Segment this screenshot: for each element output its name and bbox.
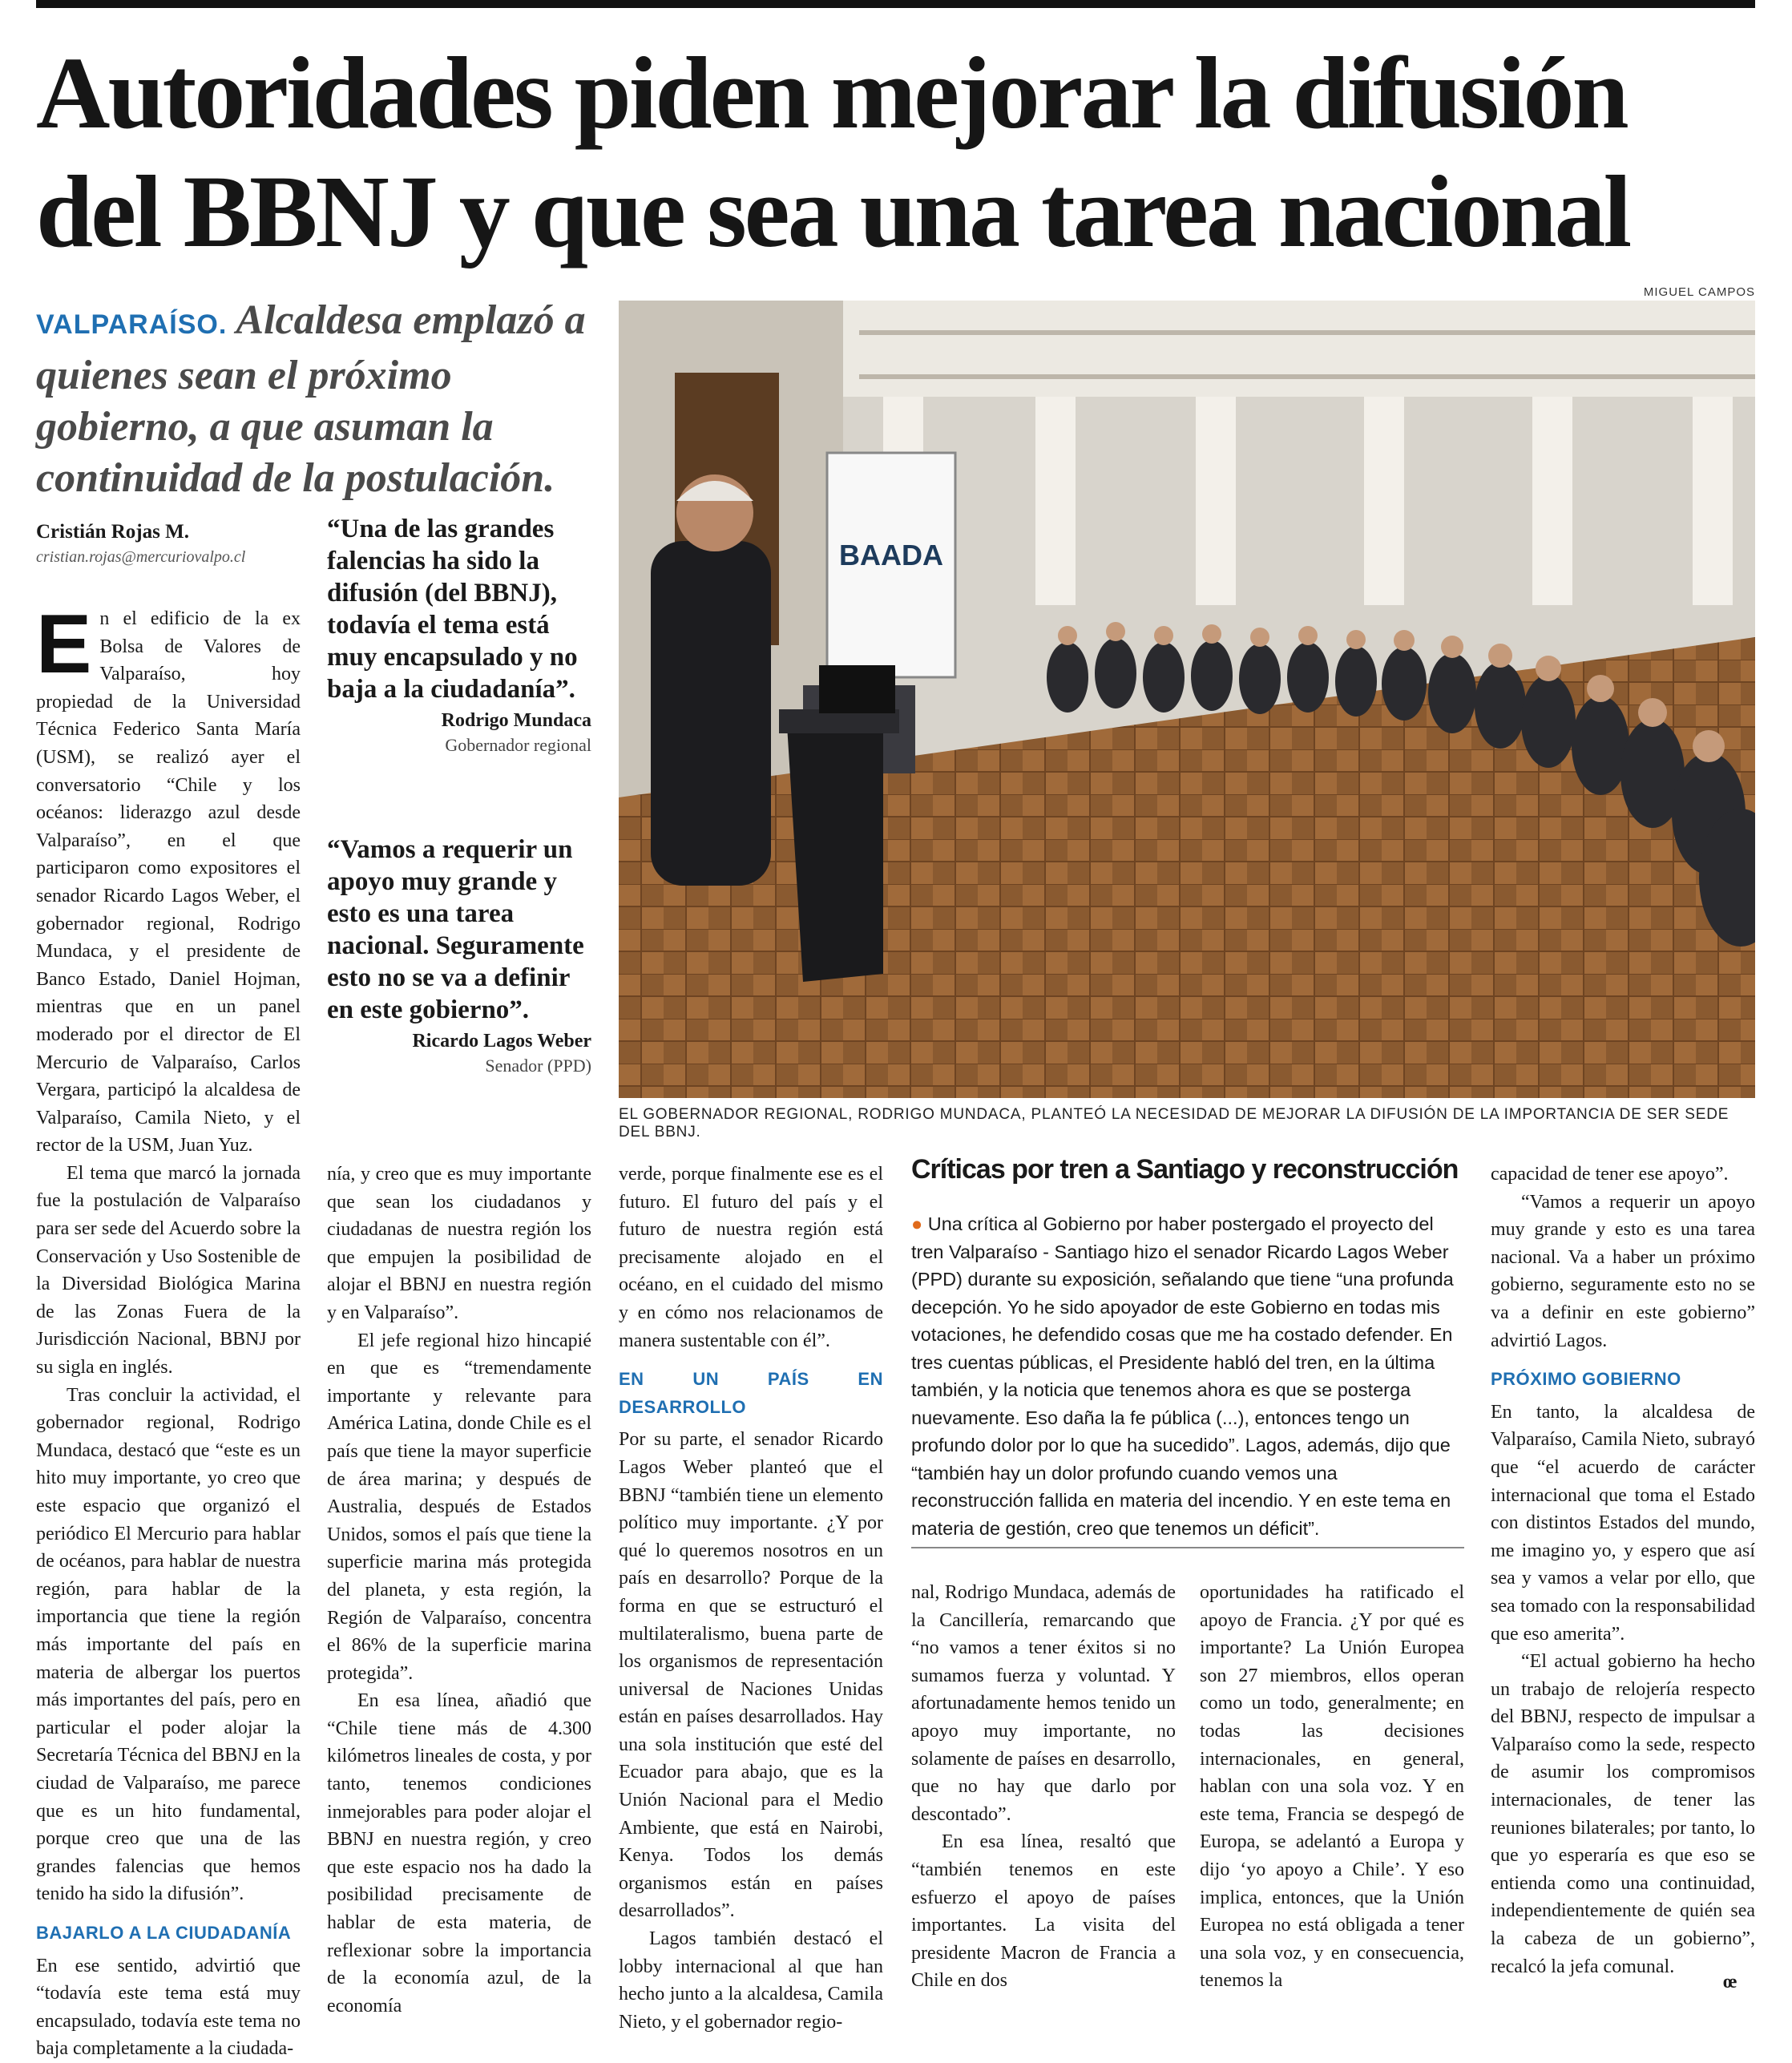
pull-quote-name: Ricardo Lagos Weber — [412, 1031, 591, 1052]
sidebox-title: Críticas por tren a Santiago y reconstrucción — [911, 1154, 1459, 1185]
paragraph: El jefe regional hizo hincapié en que es “tremendamente importante y relevante para América Latina, donde Chile es el país que tiene la mayor superficie de área marina; y después de Australia, después de Estados Unidos, somos el país que tiene la superficie marina más protegida del planeta, y esta región, la Región de Valparaíso, concentra el 86% de la superficie marina protegida”. — [327, 1330, 591, 1684]
sidebox-paragraph: Una crítica al Gobierno por haber postergado el proyecto del tren Valparaíso - Santiago hizo el senador Ricardo Lagos Weber (PPD) durante su exposición, señalando que tiene “una profunda decepción. Yo he sido apoyador de este Gobierno en todas mis votaciones, he defendido cosas que me ha costado defender. En tres cuentas públicas, el Presidente habló del tren, en la última también, y la noticia que tenemos ahora es que se posterga nuevamente. Eso daña la fe pública (...), entonces tengo un profundo dolor por lo que ha sucedido”. Lagos, además, dijo que “también hay un dolor profundo cuando vemos una reconstrucción fallida en materia del incendio. Y en este tema en materia de gestión, creo que tenemos un déficit”. — [911, 1213, 1454, 1539]
article-column-2 — [327, 1161, 591, 2020]
paragraph: En esa línea, añadió que “Chile tiene más de 4.300 kilómetros lineales de costa, y por tanto, tenemos condiciones inmejorables para poder alojar el BBNJ en nuestra región, y creo que este espacio nos ha dado la posibilidad precisamente de hablar de esta materia, de reflexionar sobre la importancia de la economía azul, de la economía — [327, 1690, 591, 2017]
author-name: Cristián Rojas M. — [36, 521, 189, 543]
podium — [787, 717, 883, 982]
article-column-5 — [1200, 1579, 1464, 1995]
sidebox-text — [911, 1210, 1464, 1542]
paragraph: nal, Rodrigo Mundaca, además de la Cancillería, remarcando que “no vamos a tener éxitos si no sumamos fuerza y voluntad. Y afortunadamente hemos tenido un apoyo muy importante, no solamente de países en desarrollo, que no hay que darlo por descontado”. — [911, 1582, 1176, 1825]
event-photo-illustration — [619, 301, 1755, 1098]
article-column-1 — [36, 598, 301, 2063]
paragraph: verde, porque finalmente ese es el futuro. El futuro del país y el futuro de nuestra región está precisamente alojado en el océano, en el cuidado del mismo y en cómo nos relacionamos de manera sustentable con él”. — [619, 1164, 883, 1351]
pull-quote-text: “Una de las grandes falencias ha sido la difusión (del BBNJ), todavía el tema está muy encapsulado y no baja a la ciudadanía”. — [327, 515, 578, 704]
photo-caption: EL GOBERNADOR REGIONAL, RODRIGO MUNDACA, PLANTEÓ LA NECESIDAD DE MEJORAR LA DIFUSIÓN DE LA IMPORTANCIA DE SER SEDE DEL BBNJ. — [619, 1106, 1729, 1141]
divider — [911, 1547, 1464, 1548]
pull-quote-1 — [327, 513, 591, 756]
paragraph: En esa línea, resaltó que “también tenemos en este esfuerzo el apoyo de países importantes. La visita del presidente Macron de Francia a Chile en dos — [911, 1831, 1176, 1992]
paragraph: “Vamos a requerir un apoyo muy grande y esto es una tarea nacional. Va a haber un próximo gobierno, seguramente esto no se va a definir en este gobierno” advirtió Lagos. — [1491, 1191, 1755, 1351]
lead-location: VALPARAÍSO. — [36, 309, 228, 340]
paragraph: Tras concluir la actividad, el gobernador regional, Rodrigo Mundaca, destacó que “este es un hito muy importante, yo creo que este espacio que organizó el periódico El Mercurio para hablar de océanos, para hablar de nuestra región, para hablar de la importancia que tiene la región más importante del país en materia de albergar los puertos más importantes del país, pero en particular el poder alojar la Secretaría Técnica del BBNJ en la ciudad de Valparaíso, me parece que es un hito fundamental, porque creo que una de las grandes falencias que hemos tenido ha sido la difusión”. — [36, 1384, 301, 1905]
paragraph: Por su parte, el senador Ricardo Lagos Weber planteó que el BBNJ “también tiene un elemento político muy importante. ¿Y por qué lo queremos nosotros en un país en desarrollo? Porque de la forma en que se estructuró el multilateralismo, buena parte de los organismos de representación universal de Naciones Unidas están en países desarrollados. Hay una sola institución que esté del Ecuador para abajo, que es la Unión Nacional para el Medio Ambiente, que está en Nairobi, Kenya. Todos los demás organismos están en países desarrollados”. — [619, 1429, 883, 1922]
pull-quote-role: Senador (PPD) — [485, 1056, 591, 1076]
pull-quote-text: “Vamos a requerir un apoyo muy grande y esto es una tarea nacional. Seguramente esto no se va a definir en este gobierno”. — [327, 835, 584, 1024]
article-column-3 — [619, 1161, 883, 2036]
top-rule — [36, 0, 1755, 8]
pull-quote-role: Gobernador regional — [445, 735, 591, 755]
event-photo — [619, 301, 1755, 1098]
paragraph: En tanto, la alcaldesa de Valparaíso, Camila Nieto, subrayó que “el acuerdo de carácter internacional que toma el Estado con distintos Estados del mundo, me imagino yo, y espero que así sea y vamos a velar por ello, que sea tomado con la responsabilidad que eso amerita”. — [1491, 1401, 1755, 1645]
headline: Autoridades piden mejorar la difusión del BBNJ y que sea una tarea nacional — [36, 36, 1630, 268]
lead-text: Alcaldesa emplazó a quienes sean el próximo gobierno, a que asuman la continuidad de la postulación. — [36, 297, 586, 501]
drop-cap: E — [36, 598, 92, 691]
article-column-4 — [911, 1579, 1176, 1995]
subhead: BAJARLO A LA CIUDADANÍA — [36, 1922, 292, 1943]
subhead: PRÓXIMO GOBIERNO — [1491, 1369, 1681, 1390]
paragraph: El tema que marcó la jornada fue la postulación de Valparaíso para ser sede del Acuerdo sobre la Conservación y Uso Sostenible de la Diversidad Biológica Marina de las Zonas Fuera de la Jurisdicción Nacional, BBNJ por su sigla en inglés. — [36, 1162, 301, 1379]
paragraph: Lagos también destacó el lobby internacional al que han hecho junto a la alcaldesa, Camila Nieto, y el gobernador regio- — [619, 1928, 883, 2033]
photo-credit: MIGUEL CAMPOS — [1643, 285, 1755, 299]
article-column-6 — [1491, 1161, 1755, 1980]
byline — [36, 521, 309, 567]
bullet-icon: ● — [911, 1213, 923, 1234]
pull-quote-2 — [327, 834, 591, 1076]
paragraph: En ese sentido, advirtió que “todavía este tema está muy encapsulado, todavía este tema no baja completamente a la ciudada- — [36, 1955, 301, 2060]
laptop — [819, 665, 895, 713]
lead-paragraph — [36, 295, 597, 504]
pull-quote-name: Rodrigo Mundaca — [441, 710, 591, 731]
subhead: EN UN PAÍS EN DESARROLLO — [619, 1369, 883, 1417]
paragraph: oportunidades ha ratificado el apoyo de Francia. ¿Y por qué es importante? La Unión Europea son 27 miembros, ellos operan como un todo, generalmente; en todas las decisiones internacionales, en general, hablan con una sola voz. Y en este tema, Francia se despegó de Europa, se adelantó a Europa y dijo ‘yo apoyo a Chile’. Y eso implica, entonces, que la Unión Europea no está obligada a tener una sola voz, y en consecuencia, tenemos la — [1200, 1582, 1464, 1992]
paragraph: nía, y creo que es muy importante que sean los ciudadanos y ciudadanas de nuestra región los que empujen la posibilidad de alojar el BBNJ en nuestra región y en Valparaíso”. — [327, 1164, 591, 1323]
paragraph: capacidad de tener ese apoyo”. — [1491, 1164, 1729, 1185]
end-mark: œ — [1723, 1972, 1738, 1992]
author-email: cristian.rojas@mercuriovalpo.cl — [36, 548, 246, 566]
banner-text: BAADA — [839, 539, 943, 571]
paragraph: “El actual gobierno ha hecho un trabajo de relojería respecto del BBNJ, respecto de impulsar a Valparaíso como la sede, respecto de asumir los compromisos internacionales, de tener las reuniones bilaterales; por tanto, lo que yo esperaría es que eso se entienda como una continuidad, independientemente de quién sea la cabeza de un gobierno”, recalcó la jefa comunal. — [1491, 1651, 1755, 1977]
paragraph: En el edificio de la ex Bolsa de Valores de Valparaíso, hoy propiedad de la Universidad Técnica Federico Santa María (USM), se realizó ayer el conversatorio “Chile y los océanos: liderazgo azul desde Valparaíso”, en el que participaron como expositores el senador Ricardo Lagos Weber, el gobernador regional, Rodrigo Mundaca, y el presidente de Banco Estado, Daniel Hojman, mientras que en un panel moderado por el director de El Mercurio de Valparaíso, Carlos Vergara, participó la alcaldesa de Valparaíso, Camila Nieto, y el rector de la USM, Juan Yuz. — [36, 598, 301, 1157]
